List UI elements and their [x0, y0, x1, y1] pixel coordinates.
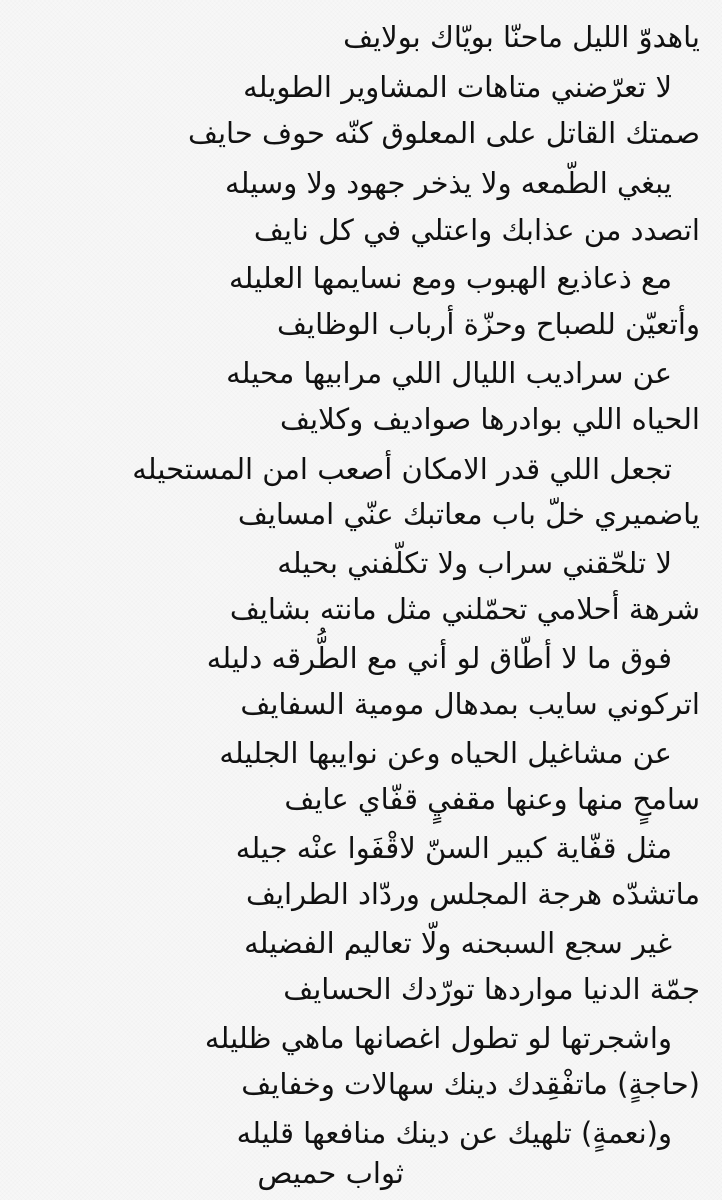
poem-line-16: عن مشاغيل الحياه وعن نوايبها الجليله: [219, 736, 672, 770]
poem-line-3: صمتك القاتل على المعلوق كنّه حوف حايف: [187, 116, 700, 150]
poem-line-5: اتصدد من عذابك واعتلي في كل نايف: [253, 213, 700, 247]
poem-line-12: لا تلحّقني سراب ولا تكلّفني بحيله: [277, 546, 672, 580]
poem-line-18: مثل قفّاية كبير السنّ لاقْفَوا عنْه جيله: [235, 831, 672, 865]
poem-signature: ثواب حميص: [257, 1156, 404, 1190]
poem-line-21: جمّة الدنيا مواردها تورّدك الحسايف: [283, 972, 700, 1006]
poem-line-14: فوق ما لا أطّاق لو أني مع الطُّرقه دليله: [206, 641, 672, 675]
poem-line-23: (حاجةٍ) ماتفْقِدك دينك سهالات وخفايف: [241, 1067, 700, 1101]
poem-line-13: شرهة أحلامي تحمّلني مثل مانته بشايف: [229, 592, 700, 626]
poem-line-20: غير سجع السبحنه ولّا تعاليم الفضيله: [244, 926, 672, 960]
poem-line-11: ياضميري خلّ باب معاتبك عنّي امسايف: [237, 497, 700, 531]
poem-line-8: عن سراديب الليال اللي مرابيها محيله: [226, 356, 672, 390]
poem-line-1: ياهدوّ الليل ماحنّا بويّاك بولايف: [343, 20, 700, 54]
poem-line-9: الحياه اللي بوادرها صواديف وكلايف: [280, 402, 700, 436]
poem-line-2: لا تعرّضني متاهات المشاوير الطويله: [243, 70, 672, 104]
poem-line-10: تجعل اللي قدر الامكان أصعب امن المستحيله: [132, 452, 672, 486]
poem-line-6: مع ذعاذيع الهبوب ومع نسايمها العليله: [228, 261, 672, 295]
poem-line-22: واشجرتها لو تطول اغصانها ماهي ظليله: [204, 1021, 672, 1055]
poem-line-15: اتركوني سايب بمدهال مومية السفايف: [240, 687, 700, 721]
poem-line-7: وأتعيّن للصباح وحزّة أرباب الوظايف: [277, 307, 700, 341]
poem-line-24: و(نعمةٍ) تلهيك عن دينك منافعها قليله: [236, 1116, 672, 1150]
poem-line-19: ماتشدّه هرجة المجلس وردّاد الطرايف: [245, 877, 700, 911]
poem-line-4: يبغي الطّمعه ولا يذخر جهود ولا وسيله: [225, 166, 672, 200]
poem-line-17: سامحٍ منها وعنها مقفيٍ قفّاي عايف: [284, 782, 700, 816]
